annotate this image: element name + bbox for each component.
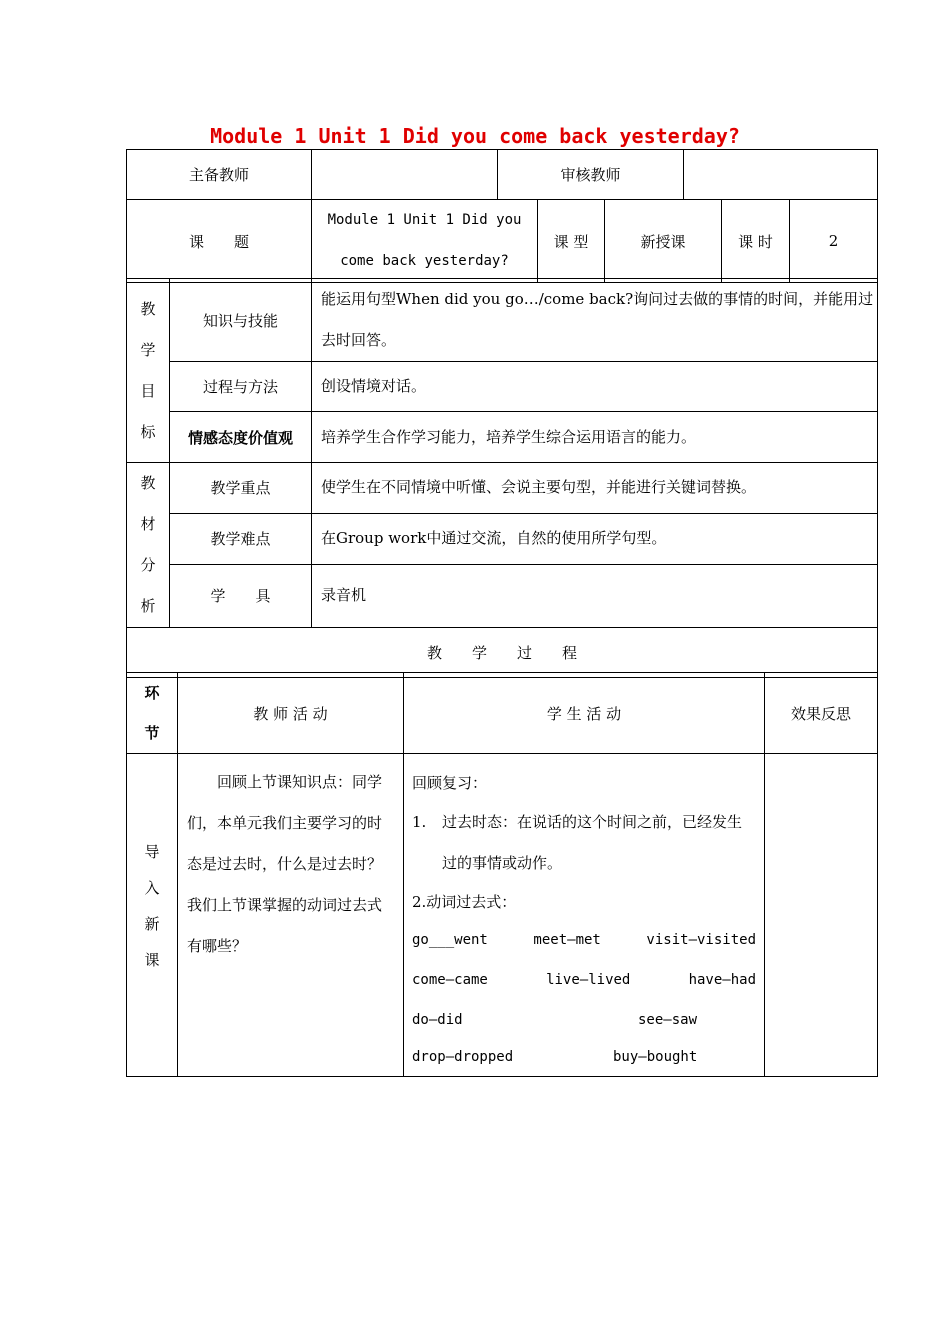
process-method-label: 过程与方法 (170, 362, 312, 412)
reflection-cell (765, 754, 878, 1077)
verb-do: do—did (412, 1012, 463, 1028)
main-teacher-label: 主备教师 (127, 150, 312, 200)
page-title: Module 1 Unit 1 Did you come back yesterday? (210, 124, 740, 148)
tools-label: 学 具 (170, 564, 312, 627)
verb-visit: visit—visited (646, 932, 756, 948)
student-activity-cell (404, 754, 765, 1077)
review-teacher-value (684, 150, 878, 200)
goals-char-2: 学 (140, 340, 156, 359)
process-header: 教 学 过 程 (127, 628, 878, 678)
goals-group-label (127, 279, 170, 463)
key-point-text: 使学生在不同情境中听懂、会说主要句型，并能进行关键词替换。 (312, 463, 878, 514)
student-item-1 (412, 802, 756, 884)
verb-drop: drop—dropped (412, 1049, 514, 1065)
tools-text: 录音机 (312, 564, 878, 627)
lesson-type-value: 新授课 (605, 200, 722, 283)
info-table (126, 149, 878, 200)
topic-line-2: come back yesterday? (340, 253, 509, 269)
verb-row-2 (412, 960, 756, 1000)
stage-char-1: 环 (144, 684, 160, 702)
analysis-char-2: 材 (140, 515, 156, 533)
period-value: 2 (790, 200, 878, 283)
period-label: 课 时 (722, 200, 790, 283)
knowledge-text: 能运用句型When did you go…/come back?询问过去做的事情的时间，并能用过去时回答。 (312, 279, 878, 362)
analysis-char-3: 分 (140, 556, 156, 574)
topic-value (312, 200, 538, 283)
verb-row-4 (412, 1040, 756, 1074)
analysis-char-1: 教 (140, 474, 156, 492)
verb-come: come—came (412, 972, 488, 988)
stage-char-2: 节 (144, 724, 160, 742)
lesson-type-label: 课 型 (538, 200, 605, 283)
analysis-group-label (127, 463, 170, 628)
emotion-label: 情感态度价值观 (170, 412, 312, 463)
key-point-label: 教学重点 (170, 463, 312, 514)
verb-have: have—had (688, 972, 756, 988)
goals-char-3: 目 (140, 381, 156, 400)
verb-live: live—lived (546, 972, 631, 988)
process-table (126, 672, 878, 1077)
difficulty-label: 教学难点 (170, 513, 312, 564)
analysis-char-4: 析 (140, 597, 156, 615)
goals-table (126, 278, 878, 678)
student-item-1-text: 过去时态：在说话的这个时间之前，已经发生过的事情或动作。 (442, 813, 743, 872)
main-teacher-value (312, 150, 498, 200)
knowledge-label: 知识与技能 (170, 279, 312, 362)
topic-table (126, 199, 878, 283)
student-review-head: 回顾复习： (412, 774, 488, 792)
goals-char-1: 教 (140, 299, 156, 318)
teacher-activity-cell (178, 754, 404, 1077)
reflection-header: 效果反思 (765, 673, 878, 754)
teacher-paragraph-2: 我们上节课掌握的动词过去式有哪些？ (187, 896, 383, 955)
verb-buy: buy—bought (613, 1049, 698, 1065)
review-teacher-label: 审核教师 (498, 150, 684, 200)
process-method-text: 创设情境对话。 (312, 362, 878, 412)
verb-meet: meet—met (533, 932, 601, 948)
teacher-activity-header: 教 师 活 动 (178, 673, 404, 754)
intro-char-4: 课 (144, 951, 160, 969)
verb-see: see—saw (638, 1012, 698, 1028)
difficulty-text: 在Group work中通过交流，自然的使用所学句型。 (312, 513, 878, 564)
intro-char-2: 入 (144, 879, 160, 897)
verb-go: go___went (412, 932, 488, 948)
emotion-text: 培养学生合作学习能力，培养学生综合运用语言的能力。 (312, 412, 878, 463)
stage-header (127, 673, 178, 754)
teacher-paragraph-1: 回顾上节课知识点：同学们，本单元我们主要学习的时态是过去时，什么是过去时？ (187, 773, 383, 873)
topic-line-1: Module 1 Unit 1 Did you (327, 212, 522, 228)
intro-char-3: 新 (144, 915, 160, 933)
student-item-1-number: 1. (412, 813, 427, 831)
intro-char-1: 导 (144, 843, 160, 861)
topic-label: 课 题 (127, 200, 312, 283)
intro-stage (127, 754, 178, 1077)
verb-row-3 (412, 1000, 756, 1040)
student-activity-header: 学 生 活 动 (404, 673, 765, 754)
student-item-2: 2.动词过去式： (412, 893, 517, 911)
verb-row-1 (412, 920, 756, 960)
goals-char-4: 标 (140, 422, 156, 441)
